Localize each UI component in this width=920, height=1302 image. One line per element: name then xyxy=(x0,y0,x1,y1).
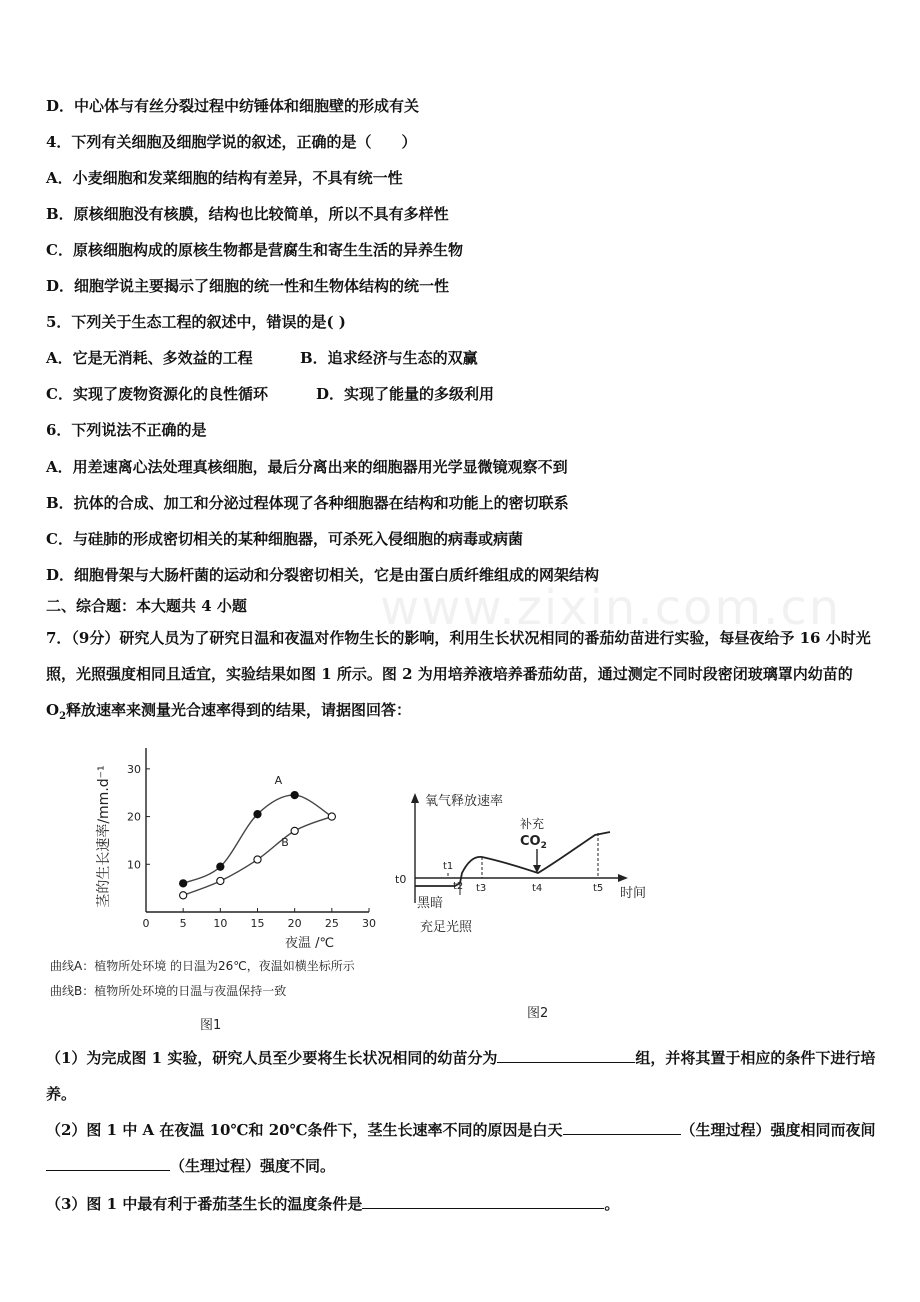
answer-blank-2[interactable] xyxy=(563,1116,681,1135)
y-tick-label: 10 xyxy=(127,858,141,872)
q6-option-c: C．与硅肺的形成密切相关的某种细胞器，可杀死入侵细胞的病毒或病菌 xyxy=(46,530,523,548)
figure2-co2-label-a: 补充 xyxy=(520,817,545,831)
q5-option-b: B．追求经济与生态的双赢 xyxy=(300,349,478,367)
x-tick-label: 0 xyxy=(142,917,150,930)
watermark: www.zixin.com.cn xyxy=(380,580,842,636)
q6-stem: 6．下列说法不正确的是 xyxy=(46,421,207,439)
figure1-caption: 图1 xyxy=(200,1018,222,1033)
q7-intro: 7．（9分）研究人员为了研究日温和夜温对作物生长的影响，利用生长状况相同的番茄幼苗进行实验，每昼夜给予 16 小时光照，光照强度相同且适宜，实验结果如图 1 所示。图 2 为用培养液培养番茄幼苗，通过测定不同时段密闭玻璃罩内幼苗的 $O_2$释放速率来测量光合速率得到的结果，请据图回答： xyxy=(46,629,871,722)
figure2-tick-t4: t4 xyxy=(532,883,543,894)
q4-option-b: B．原核细胞没有核膜，结构也比较简单，所以不具有多样性 xyxy=(46,205,449,223)
series-B-point xyxy=(328,813,335,820)
series-A-point xyxy=(180,880,187,887)
q7-sub3: （3）图 1 中最有利于番茄茎生长的温度条件是 。 xyxy=(46,1186,878,1222)
figure2-tick-t3: t3 xyxy=(476,883,487,894)
x-tick-label: 25 xyxy=(324,917,339,930)
section-heading: 二、综合题：本大题共 4 小题 xyxy=(46,597,247,615)
y-axis-title: 茎的生长速率/mm.d⁻¹ xyxy=(96,765,112,908)
series-B-label: B xyxy=(281,836,289,850)
answer-blank-3[interactable] xyxy=(46,1152,170,1171)
q4-option-d: D．细胞学说主要揭示了细胞的统一性和生物体结构的统一性 xyxy=(46,277,450,295)
q7-sub1: （1）为完成图 1 实验，研究人员至少要将生长状况相同的幼苗分为 组，并将其置于相应的条件下进行培养。 xyxy=(46,1040,878,1112)
q5-option-a: A．它是无消耗、多效益的工程 xyxy=(46,349,253,367)
series-A-line xyxy=(183,795,332,883)
figure2-tick-t5: t5 xyxy=(593,883,604,894)
figure2-caption: 图2 xyxy=(527,1006,549,1021)
q6-option-b: B．抗体的合成、加工和分泌过程体现了各种细胞器在结构和功能上的密切联系 xyxy=(46,494,569,512)
q5-option-d: D．实现了能量的多级利用 xyxy=(316,385,495,403)
q3-option-d: D．中心体与有丝分裂过程中纺锤体和细胞壁的形成有关 xyxy=(46,97,420,115)
q4-stem: 4．下列有关细胞及细胞学说的叙述，正确的是（ ） xyxy=(46,133,417,151)
series-B-point xyxy=(291,827,298,834)
series-B-point xyxy=(254,856,261,863)
series-B-point xyxy=(217,877,224,884)
figure2-tick-t2: t2 xyxy=(453,881,464,892)
q5-option-c: C．实现了废物资源化的良性循环 xyxy=(46,385,268,403)
figure2-x-label: 时间 xyxy=(620,886,647,901)
x-tick-label: 5 xyxy=(179,917,187,930)
y-tick-label: 20 xyxy=(127,810,141,824)
q5-stem: 5．下列关于生态工程的叙述中，错误的是( ) xyxy=(46,313,346,331)
figure1-chart xyxy=(84,745,407,955)
figure2-origin-label: t0 xyxy=(395,873,407,886)
figure2-dark-label: 黑暗 xyxy=(417,896,444,911)
figure2-chart xyxy=(390,785,670,945)
x-axis-title: 夜温 /℃ xyxy=(284,936,335,951)
y-tick-label: 30 xyxy=(127,762,141,776)
series-A-point xyxy=(291,792,298,799)
x-tick-label: 20 xyxy=(287,917,302,930)
figure2-y-label: 氧气释放速率 xyxy=(425,794,504,809)
x-tick-label: 10 xyxy=(213,917,228,930)
series-B-point xyxy=(180,892,187,899)
q4-option-a: A．小麦细胞和发菜细胞的结构有差异，不具有统一性 xyxy=(46,169,403,187)
figure2-co2-label-b: $CO_2$ xyxy=(520,834,547,851)
figure2-light-label: 充足光照 xyxy=(420,920,473,935)
series-A-point xyxy=(254,811,261,818)
q4-option-c: C．原核细胞构成的原核生物都是营腐生和寄生生活的异养生物 xyxy=(46,241,463,259)
figure1-note-a: 曲线A：植物所处环境 的日温为26℃，夜温如横坐标所示 xyxy=(50,959,355,973)
series-A-point xyxy=(217,863,224,870)
q6-option-d: D．细胞骨架与大肠杆菌的运动和分裂密切相关，它是由蛋白质纤维组成的网架结构 xyxy=(46,566,600,584)
x-tick-label: 30 xyxy=(362,917,376,930)
answer-blank-4[interactable] xyxy=(362,1190,604,1209)
figure2-x-axis xyxy=(415,874,628,882)
answer-blank-1[interactable] xyxy=(497,1044,635,1063)
q6-option-a: A．用差速离心法处理真核细胞，最后分离出来的细胞器用光学显微镜观察不到 xyxy=(46,458,568,476)
series-A-label: A xyxy=(274,774,283,788)
x-tick-label: 15 xyxy=(250,917,265,930)
figure1-note-b: 曲线B：植物所处环境的日温与夜温保持一致 xyxy=(50,984,287,998)
figure2-tick-t1: t1 xyxy=(443,861,454,872)
q7-sub2: （2）图 1 中 A 在夜温 10℃和 20℃条件下，茎生长速率不同的原因是白天 （生理过程）强度相同而夜间（生理过程）强度不同。 xyxy=(46,1112,878,1184)
